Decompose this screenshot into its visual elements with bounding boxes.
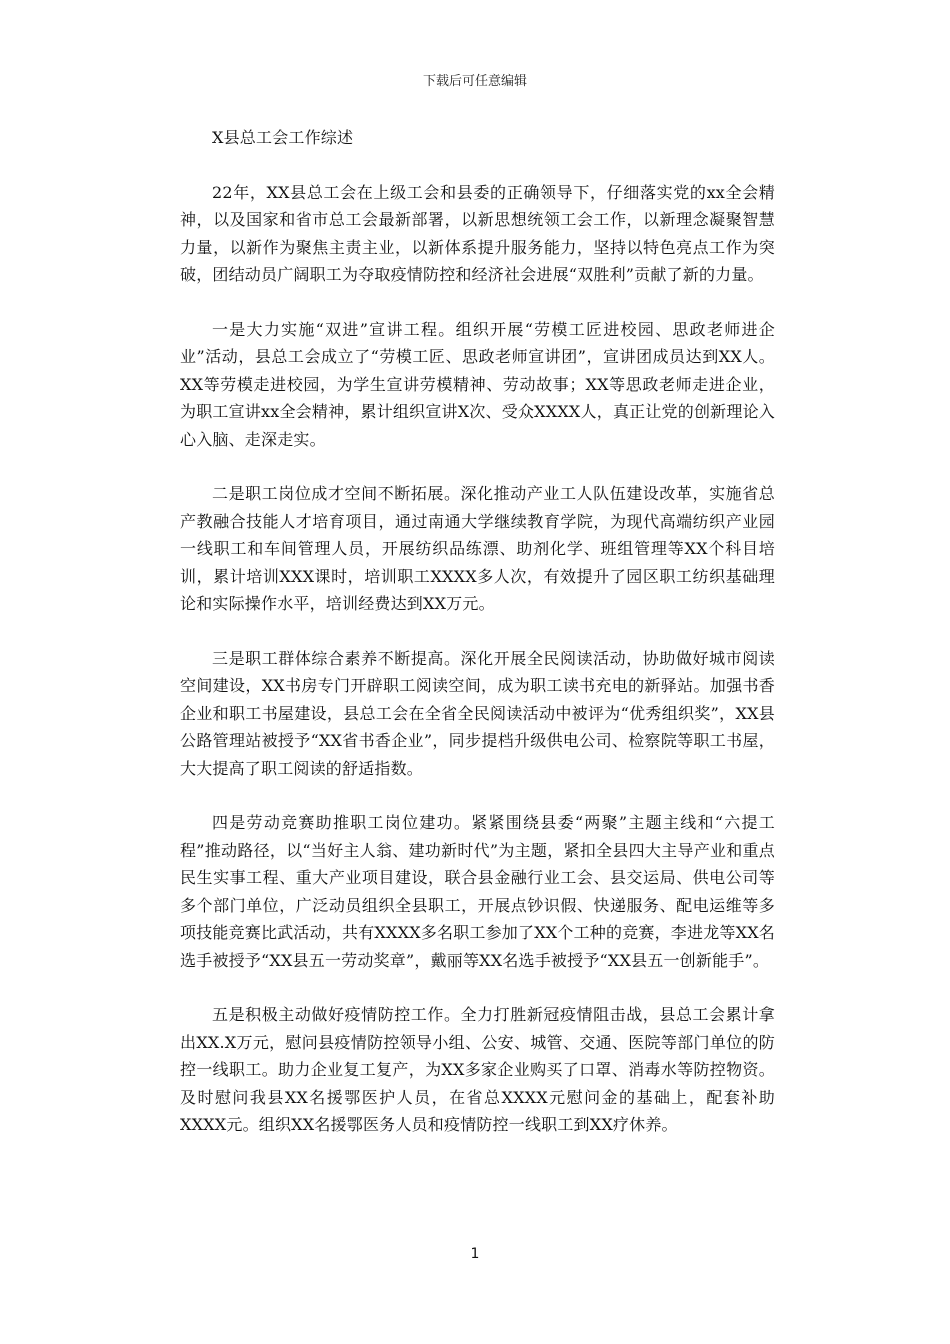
- paragraph-3: 三是职工群体综合素养不断提高。深化开展全民阅读活动，协助做好城市阅读空间建设，XX书房专门开辟职工阅读空间，成为职工读书充电的新驿站。加强书香企业和职工书屋建设，县总工会在全省全民阅读活动中被评为“优秀组织奖”，XX县公路管理站被授予“XX省书香企业”，同步提档升级供电公司、检察院等职工书屋，大大提高了职工阅读的舒适指数。: [180, 648, 775, 778]
- paragraph-5: 五是积极主动做好疫情防控工作。全力打胜新冠疫情阻击战，县总工会累计拿出XX.X万元，慰问县疫情防控领导小组、公安、城管、交通、医院等部门单位的防控一线职工。助力企业复工复产，为XX多家企业购买了口罩、消毒水等防控物资。及时慰问我县XX名援鄂医护人员，在省总XXXX元慰问金的基础上，配套补助XXXX元。组织XX名援鄂医务人员和疫情防控一线职工到XX疗休养。: [180, 1005, 775, 1134]
- paragraph-4: 四是劳动竞赛助推职工岗位建功。紧紧围绕县委“两聚”主题主线和“六提工程”推动路径，以“当好主人翁、建功新时代”为主题，紧扣全县四大主导产业和重点民生实事工程、重大产业项目建设，联合县金融行业工会、县交运局、供电公司等多个部门单位，广泛动员组织全县职工，开展点钞识假、快递服务、配电运维等多项技能竞赛比武活动，共有XXXX多名职工参加了XX个工种的竞赛，李进龙等XX名选手被授予“XX县五一劳动奖章”，戴丽等XX名选手被授予“XX县五一创新能手”。: [180, 813, 775, 970]
- page-number: 1: [470, 1246, 480, 1262]
- document-title: X县总工会工作综述: [212, 128, 354, 147]
- document-body: [180, 124, 775, 1166]
- paragraph-1: 一是大力实施“双进”宣讲工程。组织开展“劳模工匠进校园、思政老师进企业”活动，县总工会成立了“劳模工匠、思政老师宣讲团”，宣讲团成员达到XX人。XX等劳模走进校园，为学生宣讲劳模精神、劳动故事；XX等思政老师走进企业，为职工宣讲xx全会精神，累计组织宣讲X次、受众XXXX人，真正让党的创新理论入心入脑、走深走实。: [180, 319, 775, 449]
- paragraph-intro: 22年，XX县总工会在上级工会和县委的正确领导下，仔细落实党的xx全会精神，以及国家和省市总工会最新部署，以新思想统领工会工作，以新理念凝聚智慧力量，以新作为聚焦主责主业，以新体系提升服务能力，坚持以特色亮点工作为突破，团结动员广阔职工为夺取疫情防控和经济社会进展“双胜利”贡献了新的力量。: [180, 182, 775, 284]
- header-note: 下载后可任意编辑: [422, 74, 527, 89]
- paragraph-2: 二是职工岗位成才空间不断拓展。深化推动产业工人队伍建设改革，实施省总产教融合技能人才培育项目，通过南通大学继续教育学院，为现代高端纺织产业园一线职工和车间管理人员，开展纺织品练漂、助剂化学、班组管理等XX个科目培训，累计培训XXX课时，培训职工XXXX多人次，有效提升了园区职工纺织基础理论和实际操作水平，培训经费达到XX万元。: [180, 484, 775, 613]
